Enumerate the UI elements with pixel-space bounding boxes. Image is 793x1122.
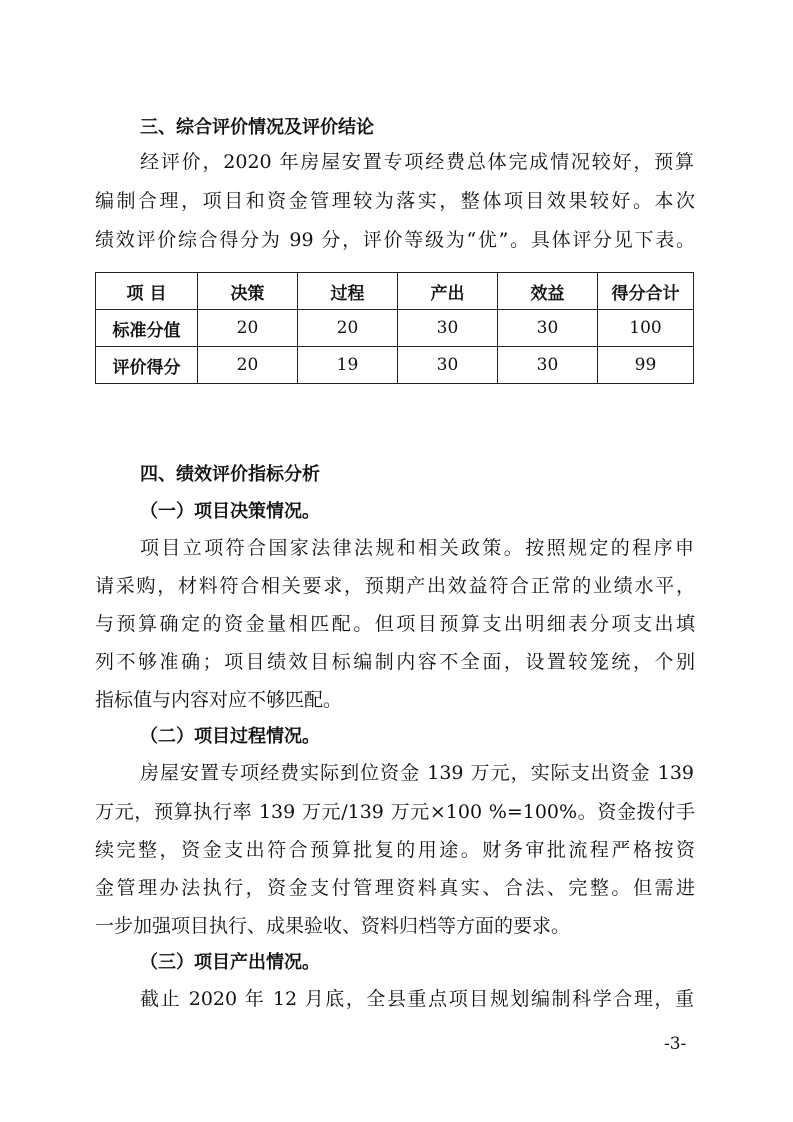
table-header-cell: 产出 [398, 273, 498, 310]
table-cell: 30 [498, 347, 598, 384]
table-cell: 30 [498, 310, 598, 347]
section3-line-3: 绩效评价综合得分为 99 分，评价等级为“优”。具体评分见下表。 [95, 229, 695, 251]
table-row-label: 评价得分 [96, 347, 198, 384]
table-cell: 100 [598, 310, 694, 347]
table-header-cell: 项 目 [96, 273, 198, 310]
table-cell: 20 [198, 310, 298, 347]
table-header-cell: 得分合计 [598, 273, 694, 310]
table-cell: 30 [398, 347, 498, 384]
subsection2-line-3: 续完整，资金支出符合预算批复的用途。财务审批流程严格按资 [95, 839, 695, 861]
subsection1-line-4: 列不够准确；项目绩效目标编制内容不全面，设置较笼统，个别 [95, 651, 695, 673]
subsection1-line-1: 项目立项符合国家法律法规和相关政策。按照规定的程序申 [140, 537, 694, 559]
section3-line-2: 编制合理，项目和资金管理较为落实，整体项目效果较好。本次 [95, 190, 695, 212]
table-cell: 30 [398, 310, 498, 347]
section3-line-1: 经评价，2020 年房屋安置专项经费总体完成情况较好，预算 [140, 151, 694, 173]
table-header-cell: 效益 [498, 273, 598, 310]
score-table [95, 272, 694, 384]
subsection3-line-1: 截止 2020 年 12 月底，全县重点项目规划编制科学合理，重 [140, 988, 694, 1010]
subsection1-heading: （一）项目决策情况。 [140, 501, 320, 522]
table-header-cell: 过程 [298, 273, 398, 310]
table-cell: 19 [298, 347, 398, 384]
table-header-cell: 决策 [198, 273, 298, 310]
table-cell: 20 [198, 347, 298, 384]
subsection1-line-5: 指标值与内容对应不够匹配。 [95, 689, 343, 711]
table-row [96, 347, 694, 384]
subsection2-line-4: 金管理办法执行，资金支付管理资料真实、合法、完整。但需进 [95, 877, 695, 899]
table-row-label: 标准分值 [96, 310, 198, 347]
table-cell: 99 [598, 347, 694, 384]
subsection2-line-1: 房屋安置专项经费实际到位资金 139 万元，实际支出资金 139 [140, 762, 694, 784]
section3-heading: 三、综合评价情况及评价结论 [140, 117, 374, 138]
subsection2-heading: （二）项目过程情况。 [140, 726, 320, 747]
table-row [96, 310, 694, 347]
subsection1-line-2: 请采购，材料符合相关要求，预期产出效益符合正常的业绩水平， [95, 575, 695, 597]
section4-heading: 四、绩效评价指标分析 [140, 464, 320, 485]
subsection2-line-5: 一步加强项目执行、成果验收、资料归档等方面的要求。 [95, 915, 571, 937]
table-cell: 20 [298, 310, 398, 347]
page-number: -3- [664, 1034, 687, 1054]
subsection2-line-2: 万元，预算执行率 139 万元/139 万元×100 %=100%。资金拨付手 [95, 801, 695, 823]
subsection3-heading: （三）项目产出情况。 [140, 952, 320, 973]
subsection1-line-3: 与预算确定的资金量相匹配。但项目预算支出明细表分项支出填 [95, 613, 695, 635]
table-header-row [96, 273, 694, 310]
